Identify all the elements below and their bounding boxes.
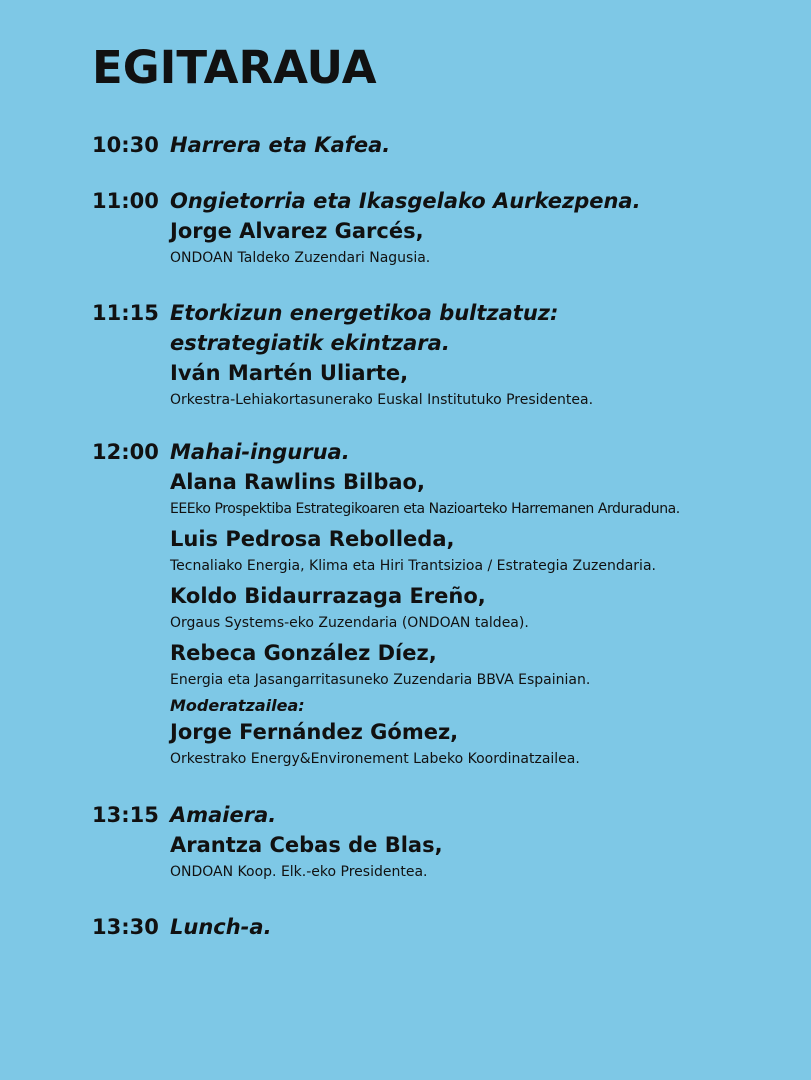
schedule-time: 11:15 [92, 301, 159, 325]
speaker-role: EEEko Prospektiba Estrategikoaren eta Nazioarteko Harremanen Arduraduna. [170, 501, 680, 517]
schedule-topic: Ongietorria eta Ikasgelako Aurkezpena. [170, 189, 641, 213]
speaker-role: Orgaus Systems-eko Zuzendaria (ONDOAN taldea). [170, 615, 529, 631]
speaker-name: Iván Martén Uliarte, [170, 361, 409, 385]
schedule-topic: Mahai-ingurua. [170, 440, 350, 464]
schedule-topic: Harrera eta Kafea. [170, 133, 391, 157]
schedule-topic: Lunch-a. [170, 915, 272, 939]
speaker-name: Rebeca González Díez, [170, 641, 437, 665]
speaker-name: Luis Pedrosa Rebolleda, [170, 527, 455, 551]
speaker-name: Koldo Bidaurrazaga Ereño, [170, 584, 486, 608]
schedule-time: 11:00 [92, 189, 159, 213]
speaker-name: Jorge Alvarez Garcés, [170, 219, 424, 243]
speaker-role: Orkestra-Lehiakortasunerako Euskal Institutuko Presidentea. [170, 392, 594, 408]
moderator-name: Jorge Fernández Gómez, [170, 720, 459, 744]
schedule-time: 12:00 [92, 440, 159, 464]
moderator-role: Orkestrako Energy&Environement Labeko Koordinatzailea. [170, 751, 580, 767]
moderator-label: Moderatzailea: [170, 696, 305, 715]
schedule-time: 13:15 [92, 803, 159, 827]
schedule-topic: Etorkizun energetikoa bultzatuz: [170, 301, 559, 325]
speaker-role: Energia eta Jasangarritasuneko Zuzendaria BBVA Espainian. [170, 672, 591, 688]
page-title: EGITARAUA [92, 41, 377, 94]
schedule-topic: Amaiera. [170, 803, 277, 827]
speaker-role: ONDOAN Koop. Elk.-eko Presidentea. [170, 864, 428, 880]
speaker-name: Arantza Cebas de Blas, [170, 833, 443, 857]
schedule-topic: estrategiatik ekintzara. [170, 331, 450, 355]
schedule-time: 10:30 [92, 133, 159, 157]
speaker-role: ONDOAN Taldeko Zuzendari Nagusia. [170, 250, 431, 266]
speaker-name: Alana Rawlins Bilbao, [170, 470, 425, 494]
speaker-role: Tecnaliako Energia, Klima eta Hiri Trantsizioa / Estrategia Zuzendaria. [170, 558, 656, 574]
schedule-time: 13:30 [92, 915, 159, 939]
